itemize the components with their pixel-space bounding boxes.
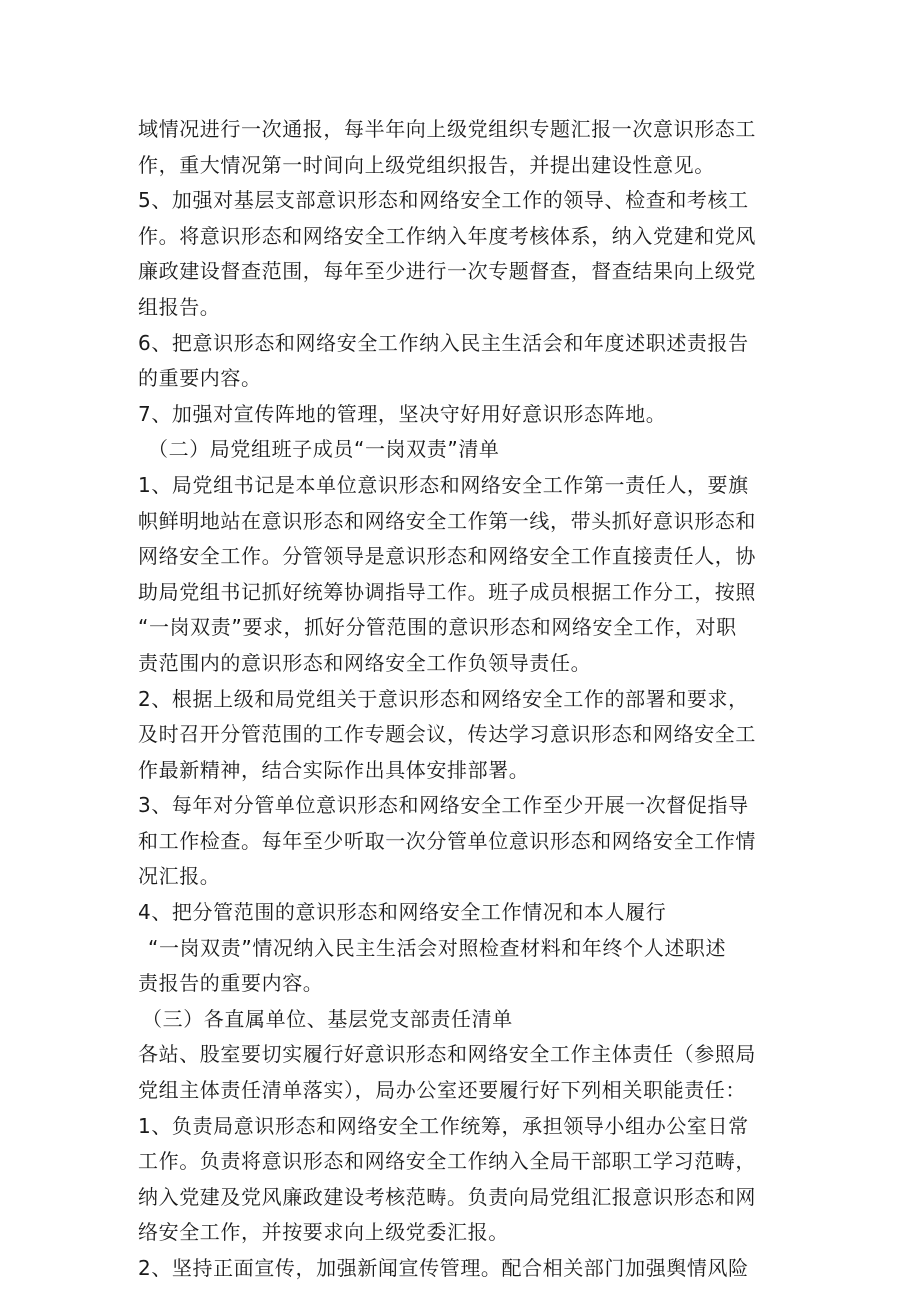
text-line: 5、加强对基层支部意识形态和网络安全工作的领导、检查和考核工 xyxy=(138,188,749,213)
text-line: 党组主体责任清单落实），局办公室还要履行好下列相关职能责任： xyxy=(138,1078,746,1103)
section-heading: （二）局党组班子成员“一岗双责”清单 xyxy=(148,437,500,462)
text-line: 责范围内的意识形态和网络安全工作负领导责任。 xyxy=(138,650,592,675)
text-line: 廉政建设督查范围，每年至少进行一次专题督查，督查结果向上级党 xyxy=(138,259,756,284)
text-line: 责报告的重要内容。 xyxy=(138,971,324,996)
text-line: 纳入党建及党风廉政建设考核范畴。负责向局党组汇报意识形态和网 xyxy=(138,1184,756,1209)
text-line: 1、局党组书记是本单位意识形态和网络安全工作第一责任人，要旗 xyxy=(138,472,749,497)
text-line: 网络安全工作。分管领导是意识形态和网络安全工作直接责任人，协 xyxy=(138,544,756,569)
text-line: 和工作检查。每年至少听取一次分管单位意识形态和网络安全工作情 xyxy=(138,828,756,853)
text-line: 各站、股室要切实履行好意识形态和网络安全工作主体责任（参照局 xyxy=(138,1042,756,1067)
text-line: 2、坚持正面宣传，加强新闻宣传管理。配合相关部门加强舆情风险 xyxy=(138,1256,749,1280)
text-line: 工作。负责将意识形态和网络安全工作纳入全局干部职工学习范畴， xyxy=(138,1149,756,1174)
text-line: 作，重大情况第一时间向上级党组织报告，并提出建设性意见。 xyxy=(138,152,715,177)
text-line: 1、负责局意识形态和网络安全工作统筹，承担领导小组办公室日常 xyxy=(138,1113,749,1138)
text-line: 助局党组书记抓好统筹协调指导工作。班子成员根据工作分工，按照 xyxy=(138,579,756,604)
text-line: 组报告。 xyxy=(138,294,221,319)
text-line: 2、根据上级和局党组关于意识形态和网络安全工作的部署和要求， xyxy=(138,686,749,711)
text-line: 7、加强对宣传阵地的管理，坚决守好用好意识形态阵地。 xyxy=(138,401,667,426)
text-line: 作最新精神，结合实际作出具体安排部署。 xyxy=(138,757,530,782)
document-body xyxy=(138,112,790,1287)
text-line: 及时召开分管范围的工作专题会议，传达学习意识形态和网络安全工 xyxy=(138,722,756,747)
text-line: 3、每年对分管单位意识形态和网络安全工作至少开展一次督促指导 xyxy=(138,793,749,818)
text-line: “一岗双责”要求，抓好分管范围的意识形态和网络安全工作，对职 xyxy=(138,615,737,640)
text-line: 络安全工作，并按要求向上级党委汇报。 xyxy=(138,1220,509,1245)
text-line: 4、把分管范围的意识形态和网络安全工作情况和本人履行 xyxy=(138,900,667,925)
text-line: 帜鲜明地站在意识形态和网络安全工作第一线，带头抓好意识形态和 xyxy=(138,508,756,533)
text-line: 6、把意识形态和网络安全工作纳入民主生活会和年度述职述责报告 xyxy=(138,330,749,355)
text-line: “一岗双责”情况纳入民主生活会对照检查材料和年终个人述职述 xyxy=(148,935,727,960)
text-line: 域情况进行一次通报，每半年向上级党组织专题汇报一次意识形态工 xyxy=(138,117,756,141)
text-line: 的重要内容。 xyxy=(138,366,262,391)
text-line: 况汇报。 xyxy=(138,864,221,889)
text-line: 作。将意识形态和网络安全工作纳入年度考核体系，纳入党建和党风 xyxy=(138,223,756,248)
section-heading: （三）各直属单位、基层党支部责任清单 xyxy=(142,1006,513,1031)
